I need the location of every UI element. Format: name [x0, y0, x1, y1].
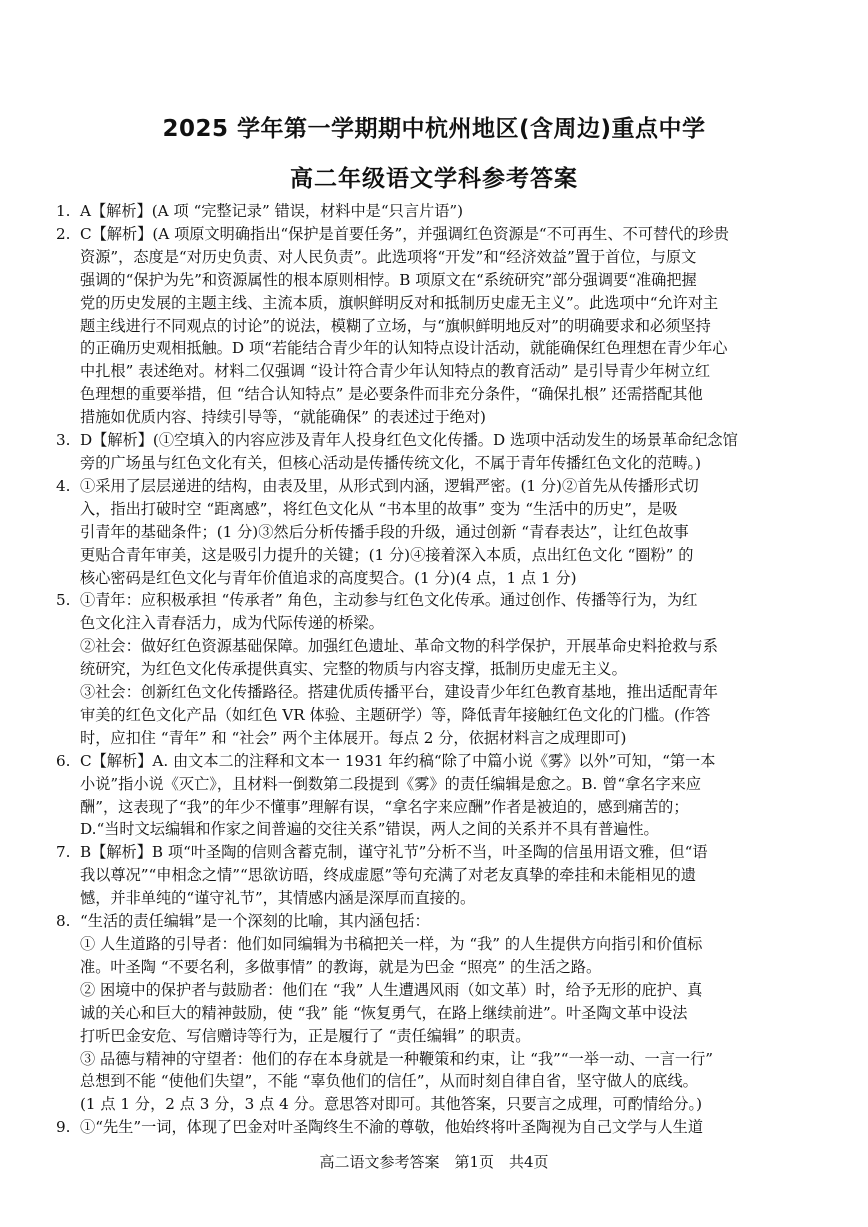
answer-text-line: 的正确历史观相抵触。D 项“若能结合青少年的认知特点设计活动，就能确保红色理想在青少年心	[80, 339, 728, 358]
answer-text-line: “生活的责任编辑”是一个深刻的比喻，其内涵包括：	[80, 912, 430, 931]
answer-item	[56, 223, 816, 429]
answer-text-line: D【解析】(①空填入的内容应涉及青年人投身红色文化传播。D 选项中活动发生的场景革命纪念馆	[80, 431, 738, 450]
answer-text-line: ①采用了层层递进的结构，由表及里，从形式到内涵，逻辑严密。(1 分)②首先从传播形式切	[80, 476, 699, 495]
answer-number: 1.	[56, 202, 71, 220]
answer-text-line: 小说”指小说《灭亡》，且材料一倒数第二段提到《雾》的责任编辑是愈之。B. 曾“拿名字来应	[80, 774, 702, 793]
answer-number: 3.	[56, 431, 71, 450]
answer-text-line: 题主线进行不同观点的讨论”的说法，模糊了立场，与“旗帜鲜明地反对”的明确要求和必须坚持	[80, 316, 711, 335]
answer-text-line: ②社会：做好红色资源基础保障。加强红色遗址、革命文物的科学保护，开展革命史料抢救与系	[80, 637, 718, 656]
answer-item	[56, 1116, 816, 1139]
answer-text-line: (1 点 1 分，2 点 3 分，3 点 4 分。意思答对即可。其他答案，只要言之成理，可酌情给分。)	[80, 1095, 703, 1114]
answer-text-line: ①“先生”一词，体现了巴金对叶圣陶终生不渝的尊敬，他始终将叶圣陶视为自己文学与人生道	[80, 1118, 704, 1137]
answer-text-line: ③社会：创新红色文化传播路径。搭建优质传播平台，建设青少年红色教育基地，推出适配青年	[80, 683, 718, 702]
answer-text-line: 党的历史发展的主题主线、主流本质，旗帜鲜明反对和抵制历史虚无主义”。此选项中“允许对主	[80, 293, 719, 312]
answer-item	[56, 841, 816, 910]
answer-item	[56, 910, 816, 1116]
answer-number: 8.	[56, 912, 71, 931]
answer-number: 4.	[56, 476, 71, 495]
answer-text-line: 入，指出打破时空 “距离感”，将红色文化从 “书本里的故事” 变为 “生活中的历史”，是吸	[80, 499, 678, 518]
answer-item	[56, 750, 816, 842]
answer-text-line: ①青年：应积极承担 “传承者” 角色，主动参与红色文化传承。通过创作、传播等行为，为红	[80, 591, 698, 610]
answer-text-line: A【解析】(A 项 “完整记录” 错误，材料中是“只言片语”)	[80, 202, 464, 220]
answer-text-line: 总想到不能 “使他们失望”，不能 “辜负他们的信任”，从而时刻自律自省，坚守做人的底线。	[80, 1072, 698, 1091]
answer-text-line: C【解析】(A 项原文明确指出“保护是首要任务”，并强调红色资源是“不可再生、不可替代的珍贵	[80, 224, 729, 243]
answer-text-line: ① 人生道路的引导者：他们如同编辑为书稿把关一样，为 “我” 的人生提供方向指引和价值标	[80, 935, 703, 953]
answer-item	[56, 200, 816, 223]
answer-text-line: 诚的关心和巨大的精神鼓励，使 “我” 能 “恢复勇气，在路上继续前进”。叶圣陶文革中设法	[80, 1003, 688, 1022]
answer-list	[56, 200, 816, 1139]
answer-number: 5.	[56, 591, 71, 610]
answer-text-line: D.“当时文坛编辑和作家之间普遍的交往关系”错误，两人之间的关系并不具有普遍性。	[80, 820, 659, 839]
document-title-line2: 高二年级语文学科参考答案	[290, 166, 578, 192]
answer-text-line: 憾，并非单纯的“谨守礼节”，其情感内涵是深厚而直接的。	[80, 889, 476, 908]
answer-text-line: 引青年的基础条件；(1 分)③然后分析传播手段的升级，通过创新 “青春表达”，让红色故事	[80, 522, 689, 541]
answer-item	[56, 589, 816, 749]
answer-text-line: 酬”，这表现了“我”的年少不懂事”理解有误，“拿名字来应酬”作者是被迫的，感到痛苦的；	[80, 797, 689, 816]
answer-text-line: 中扎根” 表述绝对。材料二仅强调 “设计符合青少年认知特点的教育活动” 是引导青少年树立红	[80, 362, 711, 381]
answer-number: 2.	[56, 224, 71, 243]
answer-item	[56, 475, 816, 590]
answer-text-line: 资源”，态度是“对历史负责、对人民负责”。此选项将“开发”和“经济效益”置于首位，与原文	[80, 247, 697, 266]
answer-text-line: B【解析】B 项“叶圣陶的信则含蓄克制，谨守礼节”分析不当，叶圣陶的信虽用语文雅，但“语	[80, 843, 708, 862]
answer-number: 9.	[56, 1118, 71, 1137]
answer-text-line: ② 困境中的保护者与鼓励者：他们在 “我” 人生遭遇风雨（如文革）时，给予无形的庇护、真	[80, 980, 703, 999]
answer-text-line: 时，应扣住 “青年” 和 “社会” 两个主体展开。每点 2 分，依据材料言之成理即可)	[80, 728, 627, 747]
answer-text-line: 核心密码是红色文化与青年价值追求的高度契合。(1 分)(4 点，1 点 1 分)	[80, 568, 577, 587]
answer-text-line: 准。叶圣陶 “不要名利，多做事情” 的教诲，就是为巴金 “照亮” 的生活之路。	[80, 957, 602, 976]
answer-text-line: 打听巴金安危、写信赠诗等行为，正是履行了 “责任编辑” 的职责。	[80, 1026, 531, 1045]
document-title-line1: 2025 学年第一学期期中杭州地区(含周边)重点中学	[162, 116, 706, 142]
answer-number: 7.	[56, 843, 71, 862]
answer-text-line: 色文化注入青春活力，成为代际传递的桥梁。	[80, 614, 384, 633]
answer-text-line: 措施如优质内容、持续引导等，“就能确保” 的表述过于绝对)	[80, 408, 486, 427]
answer-text-line: 色理想的重要举措，但 “结合认知特点” 是必要条件而非充分条件，“确保扎根” 还需搭配其他	[80, 385, 703, 404]
answer-text-line: 强调的“保护为先”和资源属性的根本原则相悖。B 项原文在“系统研究”部分强调要“准确把握	[80, 270, 697, 289]
answer-text-line: 我以尊况”“申相念之情”“思欲访晤，终成虚愿”等句充满了对老友真挚的牵挂和未能相见的遗	[80, 866, 696, 885]
answer-text-line: 审美的红色文化产品（如红色 VR 体验、主题研学）等，降低青年接触红色文化的门槛。(作答	[80, 705, 711, 724]
page-footer: 高二语文参考答案 第1页 共4页	[319, 1153, 549, 1171]
answer-text-line: 统研究，为红色文化传承提供真实、完整的物质与内容支撑，抵制历史虚无主义。	[80, 660, 627, 679]
answer-number: 6.	[56, 751, 71, 770]
answer-item	[56, 429, 816, 475]
answer-text-line: ③ 品德与精神的守望者：他们的存在本身就是一种鞭策和约束，让 “我”“一举一动、一言一行”	[80, 1049, 714, 1068]
answer-text-line: C【解析】A. 由文本二的注释和文本一 1931 年约稿“除了中篇小说《雾》以外”可知，“第一本	[80, 751, 716, 770]
answer-text-line: 旁的广场虽与红色文化有关，但核心活动是传播传统文化，不属于青年传播红色文化的范畴。)	[80, 453, 702, 472]
answer-text-line: 更贴合青年审美，这是吸引力提升的关键；(1 分)④接着深入本质，点出红色文化 “圈粉” 的	[80, 545, 694, 564]
